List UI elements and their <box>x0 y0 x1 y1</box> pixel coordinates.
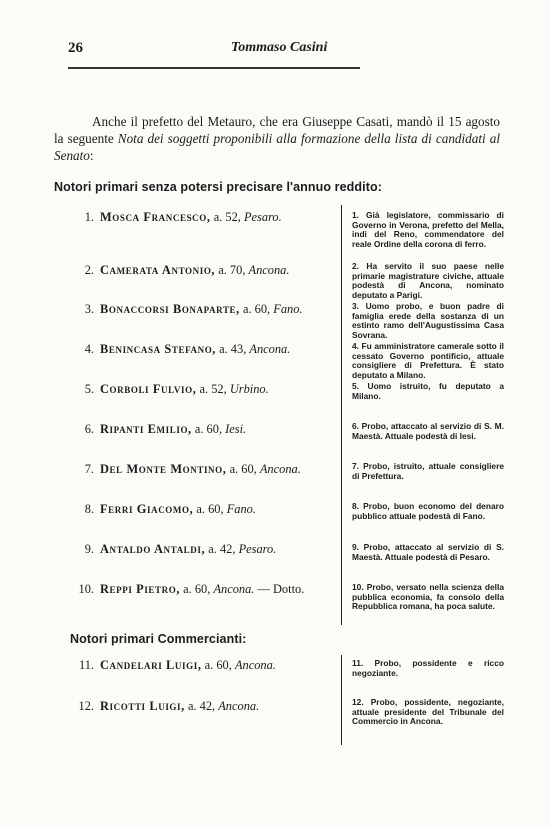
list-item: 10. Reppi Pietro, a. 60, Ancona. — Dotto. <box>78 582 305 596</box>
list-item-note: 10. Probo, versato nella scienza della pubblica economia, fa consolo della Repubblica romana, ha poca salute. <box>352 582 504 612</box>
running-title: Tommaso Casini <box>231 40 328 55</box>
list-item-note: 9. Probo, attaccato al servizio di S. Maestà. Attuale podestà di Pesaro. <box>352 542 504 562</box>
list-item: 1. Mosca Francesco, a. 52, Pesaro. <box>84 210 282 224</box>
list-item: 7. Del Monte Montino, a. 60, Ancona. <box>84 462 301 476</box>
intro-paragraph <box>54 113 500 164</box>
intro-text-end: : <box>89 148 94 163</box>
intro-title: Nota dei soggetti proponibili alla formazione della lista di candidati al Senato <box>54 131 501 163</box>
page-number: 26 <box>68 40 83 56</box>
list-item-note: 8. Probo, buon economo del denaro pubblico attuale podestà di Fano. <box>352 501 504 521</box>
list-item: 6. Ripanti Emilio, a. 60, Iesi. <box>84 422 247 436</box>
header-rule <box>68 67 360 69</box>
list-item-note: 3. Uomo probo, e buon padre di famiglia erede della sostanza di un estinto ramo dell'Augustissima Casa Sovrana. <box>352 301 504 340</box>
list-item-note: 5. Uomo istruito, fu deputato a Milano. <box>352 381 504 401</box>
list-item-note: 7. Probo, istruito, attuale consigliere di Prefettura. <box>352 461 504 481</box>
list-item-note: 1. Già legislatore, commissario di Governo in Verona, prefetto del Mella, indi del Reno, commendatore del reale Ordine della corona di ferro. <box>352 210 504 249</box>
list-item-note: 2. Ha servito il suo paese nelle primarie magistrature civiche, attuale podestà di Ancona, nominato deputato a Parigi. <box>352 261 504 300</box>
section-heading-commercianti: Notori primari Commercianti: <box>70 632 247 646</box>
list-item-note: 11. Probo, possidente e ricco negoziante. <box>352 658 504 678</box>
list-item-note: 12. Probo, possidente, negoziante, attuale presidente del Tribunale del Commercio in Ancona. <box>352 697 504 727</box>
list-item: 8. Ferri Giacomo, a. 60, Fano. <box>84 502 256 516</box>
list-item: 4. Benincasa Stefano, a. 43, Ancona. <box>84 342 291 356</box>
list-item-note: 4. Fu amministratore camerale sotto il cessato Governo pontificio, attuale consigliere di Prefettura. È stato deputato a Milano. <box>352 341 504 380</box>
section-heading-notori: Notori primari senza potersi precisare l'annuo reddito: <box>54 180 382 194</box>
list-item: 11. Candelari Luigi, a. 60, Ancona. <box>78 658 276 672</box>
column-divider <box>341 205 342 625</box>
list-item: 3. Bonaccorsi Bonaparte, a. 60, Fano. <box>84 302 303 316</box>
list-item: 5. Corboli Fulvio, a. 52, Urbino. <box>84 382 269 396</box>
column-divider <box>341 655 342 745</box>
list-item: 9. Antaldo Antaldi, a. 42, Pesaro. <box>84 542 277 556</box>
intro-text: Anche il prefetto del Metauro, che era Giuseppe Casati, mandò il 15 agosto la seguente <box>54 114 500 146</box>
list-item-note: 6. Probo, attaccato al servizio di S. M. Maestà. Attuale podestà di Iesi. <box>352 421 504 441</box>
list-item: 2. Camerata Antonio, a. 70, Ancona. <box>84 263 290 277</box>
list-item: 12. Ricotti Luigi, a. 42, Ancona. <box>78 699 260 713</box>
